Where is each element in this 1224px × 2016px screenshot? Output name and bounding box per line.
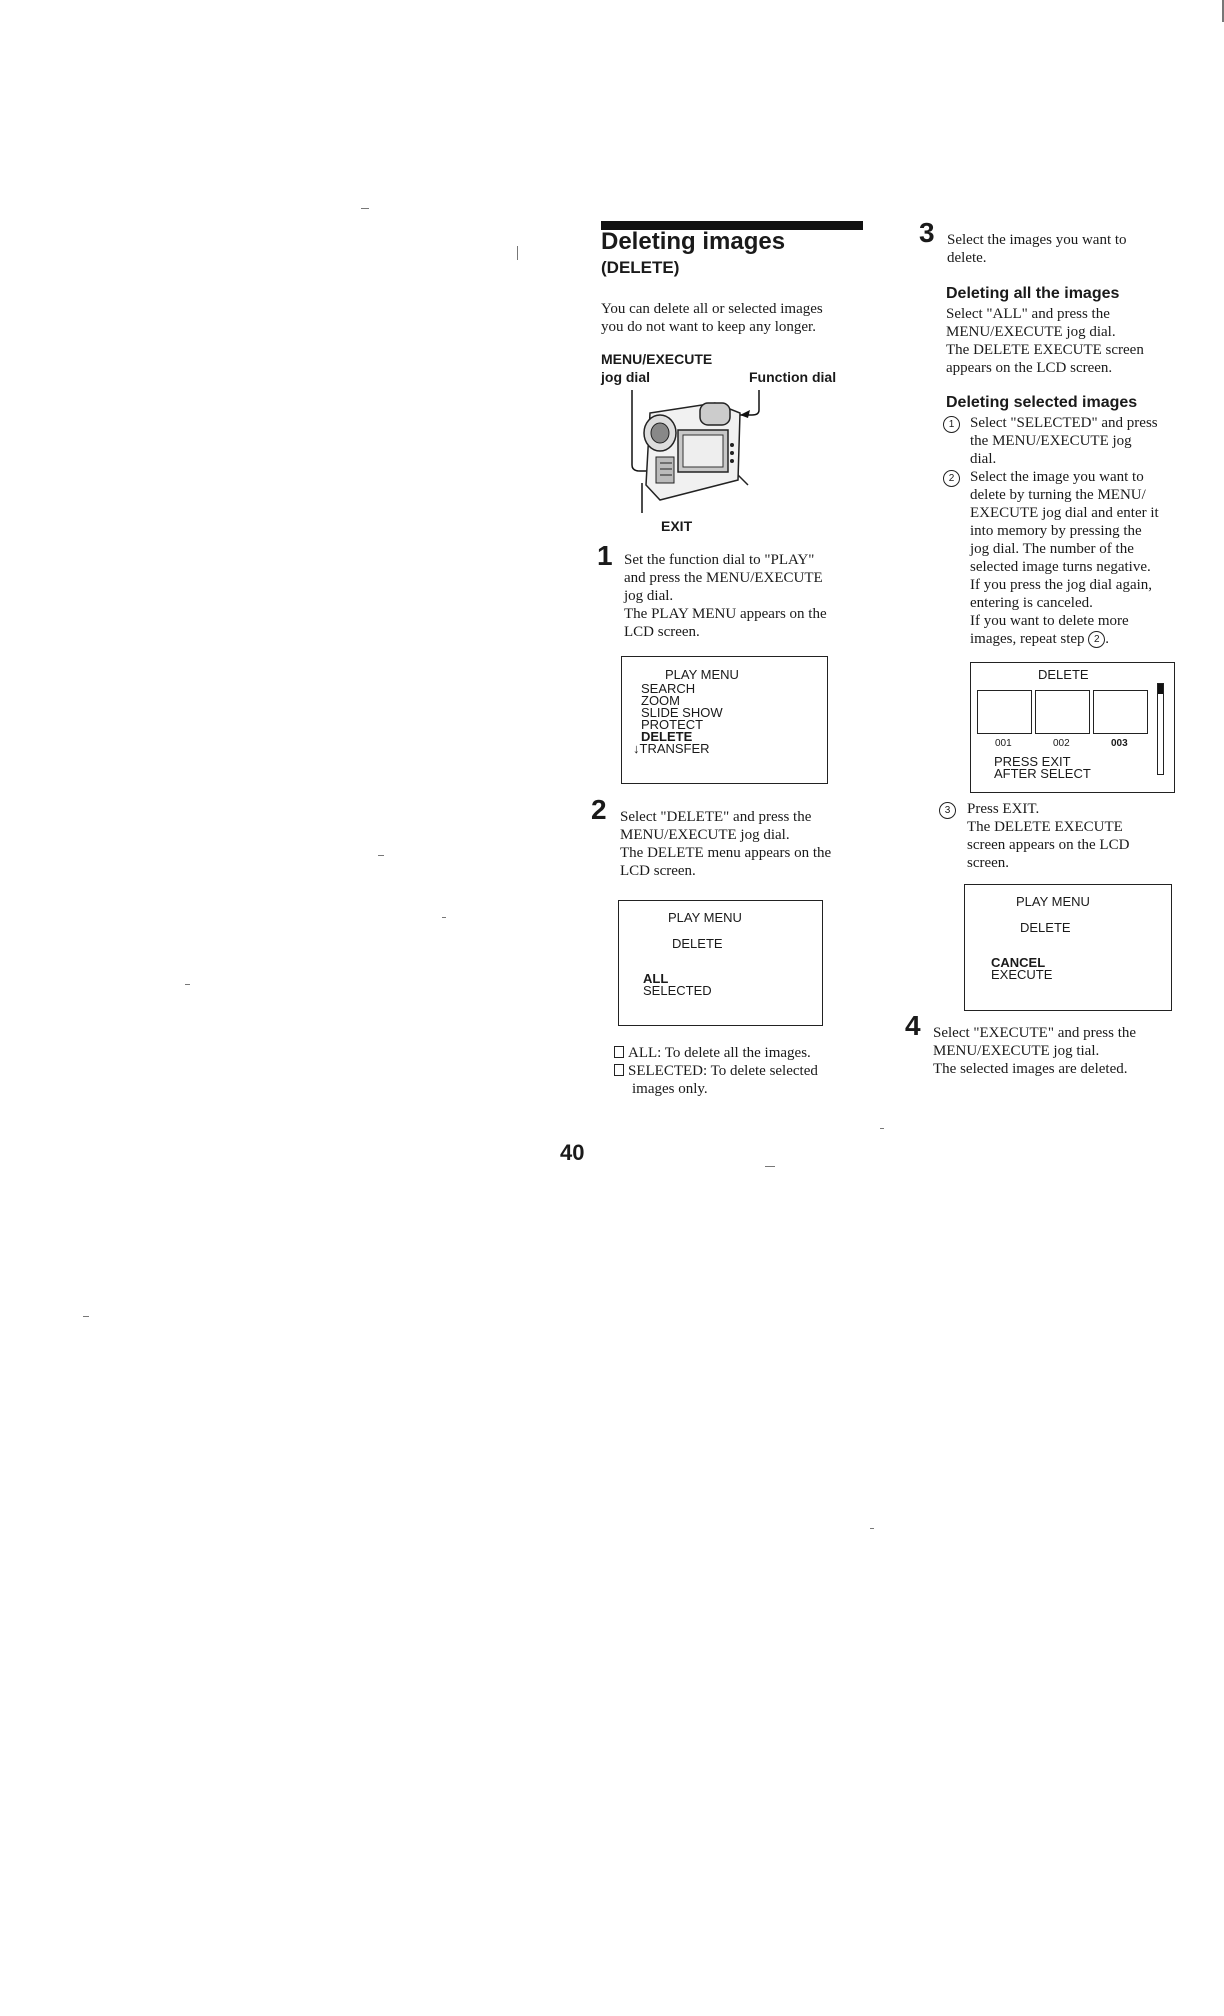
- lcd-title: PLAY MENU: [665, 667, 739, 682]
- step-4-number: 4: [905, 1010, 921, 1041]
- camera-illustration: [620, 385, 770, 515]
- menu-item-slide-show: SLIDE SHOW: [641, 705, 723, 720]
- page-subtitle: (DELETE): [601, 258, 680, 277]
- notes: ALL: To delete all the images. SELECTED: To delete selected images only.: [614, 1044, 818, 1098]
- step-3-number: 3: [919, 217, 935, 248]
- label-jog-dial: jog dial: [601, 369, 650, 385]
- scan-speck: [870, 1528, 874, 1529]
- option-all: ALL: [643, 971, 669, 986]
- scan-speck: [378, 855, 384, 856]
- thumb-label-001: 001: [995, 738, 1012, 749]
- lcd-title: PLAY MENU: [1016, 894, 1090, 909]
- checkbox-bullet-icon: [614, 1064, 624, 1076]
- circled-number-icon: 3: [939, 802, 956, 819]
- option-selected: SELECTED: [643, 983, 712, 998]
- checkbox-bullet-icon: [614, 1046, 624, 1058]
- circled-number-icon: 2: [1088, 631, 1105, 648]
- thumbnail-003: [1093, 690, 1148, 734]
- step-2-text: Select "DELETE" and press the MENU/EXECUTE jog dial. The DELETE menu appears on the LCD screen.: [620, 809, 832, 879]
- scan-speck: [517, 246, 518, 260]
- menu-item-protect: PROTECT: [641, 717, 704, 732]
- circled-number-icon: 2: [943, 470, 960, 487]
- label-function-dial: Function dial: [749, 369, 837, 385]
- scan-speck: [880, 1128, 884, 1129]
- subhead-delete-selected: Deleting selected images: [946, 394, 1138, 411]
- label-menu-execute: MENU/EXECUTE: [601, 351, 713, 367]
- lcd-delete-menu: [618, 900, 823, 1026]
- circled-number-icon: 1: [943, 416, 960, 433]
- delete-all-text: Select "ALL" and press the MENU/EXECUTE jog dial. The DELETE EXECUTE screen appears on the LCD screen.: [946, 306, 1144, 376]
- lcd-sub-delete: DELETE: [672, 936, 723, 951]
- lcd-play-menu: [621, 656, 828, 784]
- menu-item-transfer: ↓TRANSFER: [633, 741, 710, 756]
- lcd-sub-delete: DELETE: [1020, 920, 1071, 935]
- thumb-label-002: 002: [1053, 738, 1070, 749]
- thumbnail-001: [977, 690, 1032, 734]
- option-cancel: CANCEL: [991, 955, 1046, 970]
- lcd-delete-execute: [964, 884, 1172, 1011]
- lcd-title: DELETE: [1038, 667, 1089, 682]
- scrollbar-track: [1157, 683, 1164, 775]
- step-3-text: Select the images you want to delete.: [947, 232, 1127, 266]
- scan-speck: [83, 1316, 89, 1317]
- lcd-press-exit: PRESS EXIT: [994, 754, 1071, 769]
- scan-speck: [765, 1166, 775, 1167]
- subhead-delete-all: Deleting all the images: [946, 285, 1120, 302]
- delete-selected-item-1: 1 Select "SELECTED" and press the MENU/EXECUTE jog dial.: [943, 414, 1183, 468]
- scan-speck: [361, 208, 369, 209]
- scrollbar-thumb: [1158, 684, 1163, 694]
- scan-speck: [185, 984, 190, 985]
- lcd-after-select: AFTER SELECT: [994, 766, 1091, 781]
- delete-selected-item-2: 2 Select the image you want to delete by turning the MENU/ EXECUTE jog dial and enter it into memory by pressing the jog dial. The number of the selected image turns negative. If you press the jog dial again, entering is canceled. If you want to delete more images, repeat step 2 .: [943, 468, 1183, 648]
- step-1-text: Set the function dial to "PLAY" and press the MENU/EXECUTE jog dial. The PLAY MENU appears on the LCD screen.: [624, 552, 827, 640]
- thumbnail-002: [1035, 690, 1090, 734]
- step-2-number: 2: [591, 794, 607, 825]
- delete-selected-item-3: 3 Press EXIT. The DELETE EXECUTE screen appears on the LCD screen.: [939, 800, 1179, 872]
- intro-text: You can delete all or selected images you do not want to keep any longer.: [601, 301, 823, 335]
- lcd-delete-select: [970, 662, 1175, 793]
- option-execute: EXECUTE: [991, 967, 1053, 982]
- lcd-title: PLAY MENU: [668, 910, 742, 925]
- label-exit: EXIT: [661, 518, 693, 534]
- step-4-text: Select "EXECUTE" and press the MENU/EXECUTE jog tial. The selected images are deleted.: [933, 1025, 1137, 1077]
- page-number: 40: [560, 1140, 585, 1165]
- menu-item-zoom: ZOOM: [641, 693, 680, 708]
- scan-speck: [442, 917, 446, 918]
- step-1-number: 1: [597, 540, 613, 571]
- menu-item-delete-selected: DELETE: [641, 729, 693, 744]
- thumb-label-003: 003: [1111, 738, 1128, 749]
- page-title: Deleting images: [601, 228, 786, 255]
- menu-item-search: SEARCH: [641, 681, 696, 696]
